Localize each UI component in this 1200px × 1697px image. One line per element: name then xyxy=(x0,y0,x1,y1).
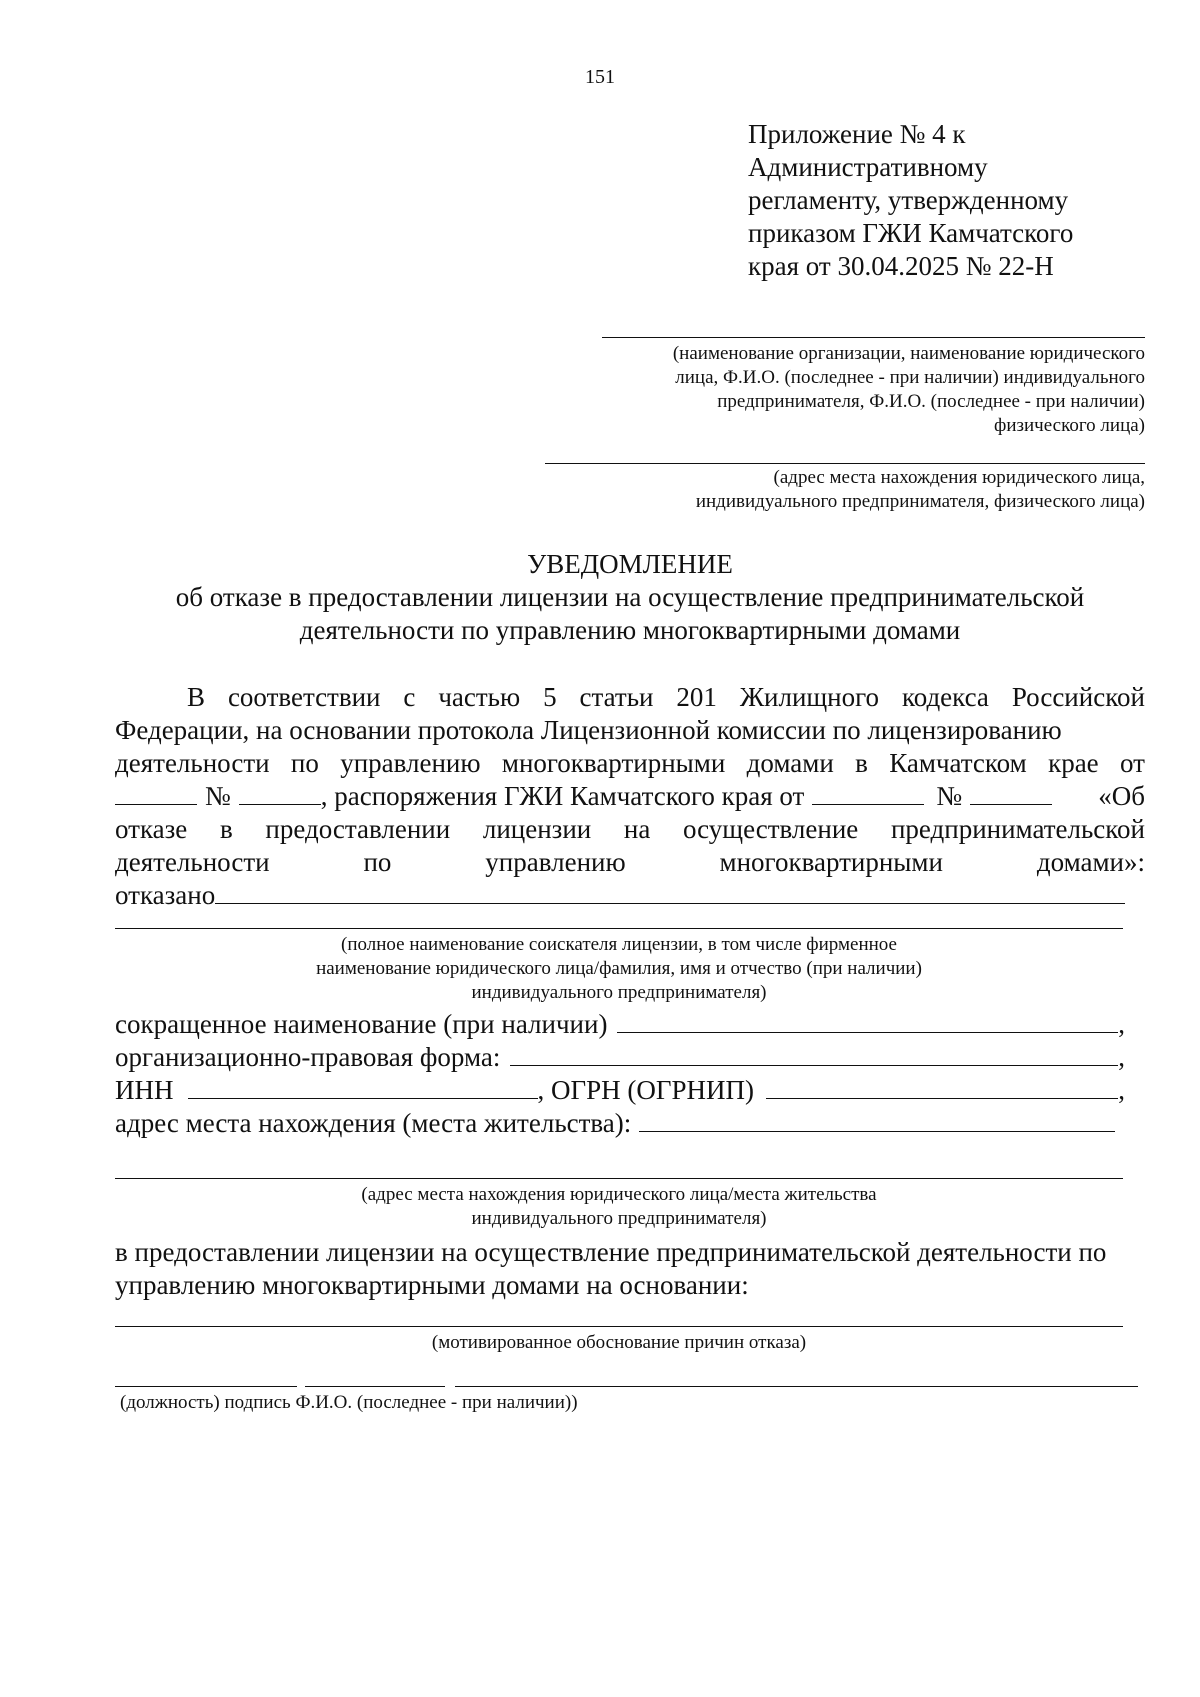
word: от xyxy=(1120,748,1145,778)
caption-line: (полное наименование соискателя лицензии, в том числе фирменное xyxy=(341,934,897,955)
reason-line xyxy=(115,1326,1123,1327)
word: статьи xyxy=(579,682,654,712)
word: лицензии xyxy=(482,814,592,844)
caption-line: (адрес места нахождения юридического лица/места жительства xyxy=(361,1184,877,1205)
word: Жилищного xyxy=(739,682,880,712)
signature-caption: (должность) подпись Ф.И.О. (последнее - при наличии)) xyxy=(120,1392,578,1413)
title-line: об отказе в предоставлении лицензии на осуществление предпринимательской xyxy=(175,582,1085,612)
inn-ogrn-line xyxy=(115,1074,1125,1107)
order-title-start: «Об xyxy=(1098,781,1145,811)
appendix-line: приказом ГЖИ Камчатского xyxy=(748,218,1074,248)
word: домами xyxy=(746,748,834,778)
protocol-number-blank[interactable] xyxy=(239,782,321,805)
document-title xyxy=(0,548,1200,647)
caption-line: (адрес места нахождения юридического лица, xyxy=(773,467,1145,488)
word: на xyxy=(623,814,651,844)
addressee-address-line xyxy=(545,463,1145,464)
word: домами»: xyxy=(1036,847,1145,877)
word: предпринимательской xyxy=(890,814,1145,844)
reason-caption: (мотивированное обоснование причин отказа) xyxy=(431,1332,807,1353)
word: соответствии xyxy=(227,682,381,712)
word: по xyxy=(363,847,392,877)
number-sign: № xyxy=(936,781,963,811)
word: управлению xyxy=(485,847,626,877)
body-line-1 xyxy=(115,681,1145,714)
number-sign: № xyxy=(205,781,231,811)
short-name-line xyxy=(115,1008,1125,1041)
appendix-line: Приложение № 4 к xyxy=(748,119,966,149)
word: деятельности xyxy=(115,748,270,778)
grant-line: управлению многоквартирными домами на основании: xyxy=(115,1270,749,1300)
legal-form-label: организационно-правовая форма: xyxy=(115,1042,501,1072)
appendix-line: края от 30.04.2025 № 22-Н xyxy=(748,251,1054,281)
full-name-line xyxy=(455,1386,1138,1387)
order-text: , распоряжения ГЖИ Камчатского края от xyxy=(320,781,805,811)
body-line-5 xyxy=(115,813,1145,846)
address-caption xyxy=(115,1183,1123,1231)
word: крае xyxy=(1048,748,1099,778)
appendix-line: Административному xyxy=(748,152,988,182)
applicant-caption xyxy=(115,933,1123,1005)
word: кодекса xyxy=(901,682,989,712)
order-date-blank[interactable] xyxy=(812,782,924,805)
address-continuation-line xyxy=(115,1178,1123,1179)
order-number-blank[interactable] xyxy=(970,782,1052,805)
caption-line: индивидуального предпринимателя) xyxy=(471,1208,767,1229)
page-number: 151 xyxy=(585,66,615,88)
word: с xyxy=(403,682,416,712)
short-name-label: сокращенное наименование (при наличии) xyxy=(115,1009,608,1039)
body-line-6 xyxy=(115,846,1145,879)
word: В xyxy=(187,682,206,712)
word: управлению xyxy=(340,748,481,778)
legal-form-field[interactable] xyxy=(510,1043,1118,1066)
grant-line: в предоставлении лицензии на осуществление предпринимательской деятельности по xyxy=(115,1237,1107,1267)
refused-applicant-blank[interactable] xyxy=(215,881,1125,904)
address-field[interactable] xyxy=(639,1109,1115,1132)
body-line-2: Федерации, на основании протокола Лицензионной комиссии по лицензированию xyxy=(115,715,1062,745)
comma: , xyxy=(1118,1009,1125,1039)
caption-line: наименование юридического лица/фамилия, имя и отчество (при наличии) xyxy=(316,958,922,979)
legal-form-line xyxy=(115,1041,1125,1074)
appendix-block xyxy=(748,118,1073,283)
comma: , xyxy=(1118,1042,1125,1072)
word: по xyxy=(290,748,319,778)
word: в xyxy=(855,748,868,778)
word: частью xyxy=(438,682,521,712)
appendix-line: регламенту, утвержденному xyxy=(748,185,1069,215)
position-line xyxy=(115,1386,297,1387)
protocol-date-blank[interactable] xyxy=(115,782,197,805)
word: осуществление xyxy=(683,814,859,844)
applicant-name-line xyxy=(115,928,1123,929)
caption-line: лица, Ф.И.О. (последнее - при наличии) индивидуального xyxy=(675,367,1145,388)
comma: , xyxy=(1118,1075,1125,1105)
caption-line: (наименование организации, наименование юридического xyxy=(672,343,1145,364)
word: деятельности xyxy=(115,847,270,877)
grant-sentence xyxy=(115,1236,1155,1302)
signature-line xyxy=(305,1386,445,1387)
title-line: деятельности по управлению многоквартирными домами xyxy=(299,615,961,645)
body-line-4 xyxy=(115,780,1145,813)
word: предоставлении xyxy=(265,814,451,844)
requisites-block xyxy=(115,1008,1125,1140)
address-line xyxy=(115,1107,1115,1140)
title-heading: УВЕДОМЛЕНИЕ xyxy=(527,549,733,579)
word: 5 xyxy=(543,682,557,712)
word: Российской xyxy=(1011,682,1145,712)
word: отказе xyxy=(115,814,188,844)
address-label: адрес места нахождения (места жительства): xyxy=(115,1108,632,1138)
caption-line: индивидуального предпринимателя, физического лица) xyxy=(695,491,1145,512)
word: многоквартирными xyxy=(719,847,943,877)
inn-field[interactable] xyxy=(188,1076,538,1099)
refused-line xyxy=(115,879,1125,912)
caption-line: индивидуального предпринимателя) xyxy=(471,982,767,1003)
word: 201 xyxy=(676,682,717,712)
word: Камчатском xyxy=(889,748,1027,778)
ogrn-label: , ОГРН (ОГРНИП) xyxy=(537,1075,754,1105)
addressee-address-caption xyxy=(500,466,1145,514)
caption-line: предпринимателя, Ф.И.О. (последнее - при наличии) xyxy=(717,391,1145,412)
ogrn-field[interactable] xyxy=(766,1076,1118,1099)
caption-line: физического лица) xyxy=(994,415,1145,436)
addressee-name-caption xyxy=(500,342,1145,438)
short-name-field[interactable] xyxy=(617,1010,1118,1033)
addressee-name-line xyxy=(602,337,1145,338)
body-paragraph xyxy=(115,681,1145,912)
word: в xyxy=(219,814,233,844)
refused-label: отказано xyxy=(115,880,216,910)
inn-label: ИНН xyxy=(115,1075,174,1105)
word: многоквартирными xyxy=(501,748,726,778)
body-line-3 xyxy=(115,747,1145,780)
